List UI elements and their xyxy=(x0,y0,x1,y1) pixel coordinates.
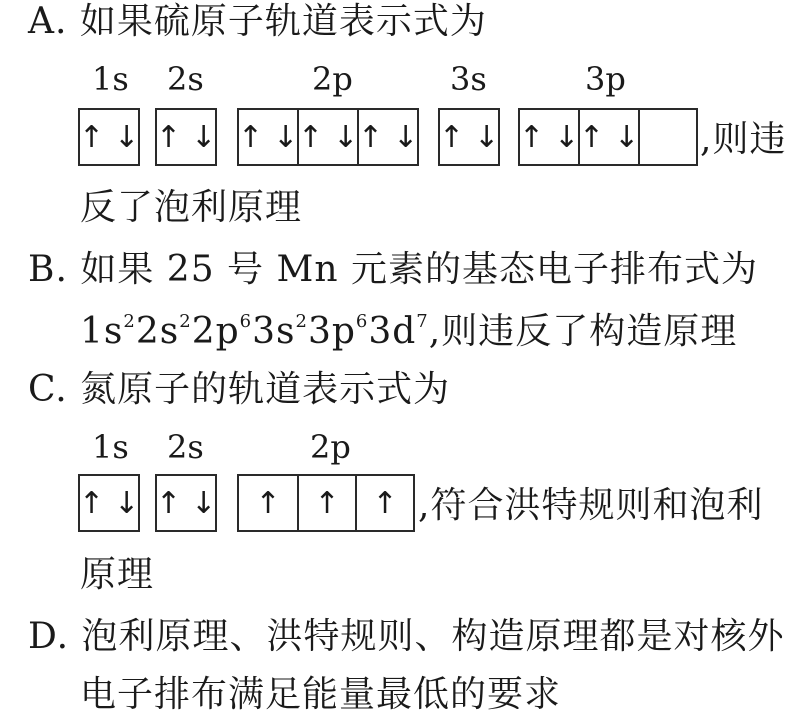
orbital-box-a-3p-3 xyxy=(640,108,698,166)
orbital-label-3s: 3s xyxy=(450,60,487,98)
config-1s: $1s^2$ xyxy=(80,311,136,352)
orbital-box-c-2p-2: ↑ xyxy=(299,474,357,532)
config-2s: $2s^2$ xyxy=(135,311,192,352)
option-b-tail: ,则违反了构造原理 xyxy=(428,311,738,352)
config-3d: $3d^7$ xyxy=(368,311,429,352)
config-3s: $3s^2$ xyxy=(252,311,308,352)
orbital-box-c-2p-1: ↑ xyxy=(237,474,299,532)
orbital-label-c-2p: 2p xyxy=(310,428,351,466)
orbital-box-c-2p-3: ↑ xyxy=(357,474,415,532)
orbital-box-a-1s: ↑↓ xyxy=(78,108,140,166)
orbital-box-a-2p-3: ↑↓ xyxy=(359,108,419,166)
orbital-box-c-1s: ↑↓ xyxy=(78,474,140,532)
orbital-label-c-2s: 2s xyxy=(167,428,204,466)
orbital-label-c-1s: 1s xyxy=(92,428,129,466)
orbital-box-a-3p-2: ↑↓ xyxy=(580,108,640,166)
orbital-label-1s: 1s xyxy=(92,60,129,98)
orbital-label-3p: 3p xyxy=(585,60,626,98)
option-a-tail: ,则违 xyxy=(700,119,787,160)
config-3p: $3p^6$ xyxy=(307,311,369,352)
orbital-box-a-2s: ↑↓ xyxy=(155,108,217,166)
option-b-line1: B. 如果 25 号 Mn 元素的基态电子排布式为 xyxy=(28,249,758,290)
option-d-line2: 电子排布满足能量最低的要求 xyxy=(80,674,562,715)
option-a-line2: 反了泡利原理 xyxy=(80,187,303,228)
option-d-line1: D. 泡利原理、洪特规则、构造原理都是对核外 xyxy=(28,616,785,657)
option-a-line1: A. 如果硫原子轨道表示式为 xyxy=(28,1,487,42)
orbital-box-a-3p-1: ↑↓ xyxy=(518,108,580,166)
option-b-line2 xyxy=(80,312,737,352)
orbital-box-c-2s: ↑↓ xyxy=(155,474,217,532)
option-c-tail: ,符合洪特规则和泡利 xyxy=(418,485,764,526)
option-c-line2: 原理 xyxy=(80,554,155,595)
orbital-label-2p: 2p xyxy=(312,60,353,98)
orbital-label-2s: 2s xyxy=(167,60,204,98)
orbital-box-a-2p-2: ↑↓ xyxy=(299,108,359,166)
option-c-line1: C. 氮原子的轨道表示式为 xyxy=(28,369,451,410)
config-2p: $2p^6$ xyxy=(191,311,253,352)
orbital-box-a-3s: ↑↓ xyxy=(438,108,500,166)
orbital-box-a-2p-1: ↑↓ xyxy=(237,108,299,166)
